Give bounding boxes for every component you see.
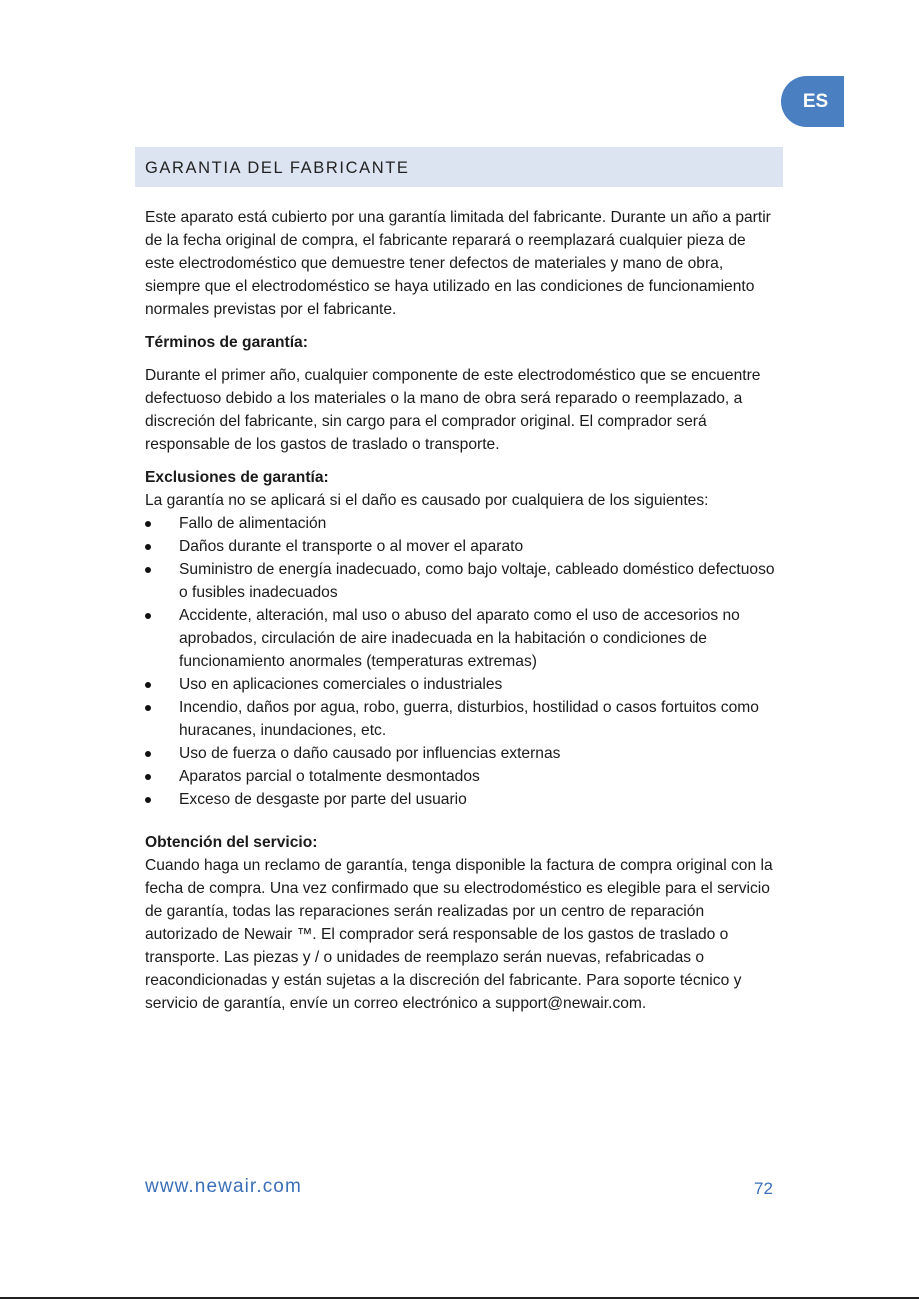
- warranty-content: [145, 206, 777, 1015]
- list-item: Accidente, alteración, mal uso o abuso del aparato como el uso de accesorios no aprobados, circulación de aire inadecuada en la habitación o condiciones de funcionamiento anormales (temperaturas extremas): [145, 604, 777, 673]
- list-item: Suministro de energía inadecuado, como bajo voltaje, cableado doméstico defectuoso o fusibles inadecuados: [145, 558, 777, 604]
- terms-paragraph: Durante el primer año, cualquier componente de este electrodoméstico que se encuentre defectuoso debido a los materiales o la mano de obra será reparado o reemplazado, a discreción del fabricante, sin cargo para el comprador original. El comprador será responsable de los gastos de traslado o transporte.: [145, 367, 761, 453]
- footer-website-link[interactable]: www.newair.com: [145, 1176, 302, 1197]
- language-tab: ES: [781, 76, 844, 127]
- section-header: [135, 147, 783, 187]
- page-number: 72: [754, 1179, 773, 1198]
- terms-heading: Términos de garantía:: [145, 334, 308, 351]
- exclusions-intro: La garantía no se aplicará si el daño es causado por cualquiera de los siguientes:: [145, 492, 709, 509]
- exclusions-heading: Exclusiones de garantía:: [145, 469, 329, 486]
- section-title: GARANTIA DEL FABRICANTE: [145, 159, 410, 177]
- list-item: Incendio, daños por agua, robo, guerra, disturbios, hostilidad o casos fortuitos como huracanes, inundaciones, etc.: [145, 696, 777, 742]
- list-item: Exceso de desgaste por parte del usuario: [145, 788, 777, 811]
- list-item: Uso en aplicaciones comerciales o industriales: [145, 673, 777, 696]
- intro-paragraph: Este aparato está cubierto por una garantía limitada del fabricante. Durante un año a partir de la fecha original de compra, el fabricante reparará o reemplazará cualquier pieza de este electrodoméstico que demuestre tener defectos de materiales y mano de obra, siempre que el electrodoméstico se haya utilizado en las condiciones de funcionamiento normales previstas por el fabricante.: [145, 209, 771, 318]
- exclusions-list: [145, 512, 777, 811]
- list-item: Aparatos parcial o totalmente desmontados: [145, 765, 777, 788]
- list-item: Uso de fuerza o daño causado por influencias externas: [145, 742, 777, 765]
- service-heading: Obtención del servicio:: [145, 834, 318, 851]
- service-paragraph: Cuando haga un reclamo de garantía, tenga disponible la factura de compra original con la fecha de compra. Una vez confirmado que su electrodoméstico es elegible para el servicio de garantía, todas las reparaciones serán realizadas por un centro de reparación autorizado de Newair ™. El comprador será responsable de los gastos de traslado o transporte. Las piezas y / o unidades de reemplazo serán nuevas, refabricadas o reacondicionadas y están sujetas a la discreción del fabricante. Para soporte técnico y servicio de garantía, envíe un correo electrónico a support@newair.com.: [145, 857, 773, 1012]
- list-item: Daños durante el transporte o al mover el aparato: [145, 535, 777, 558]
- list-item: Fallo de alimentación: [145, 512, 777, 535]
